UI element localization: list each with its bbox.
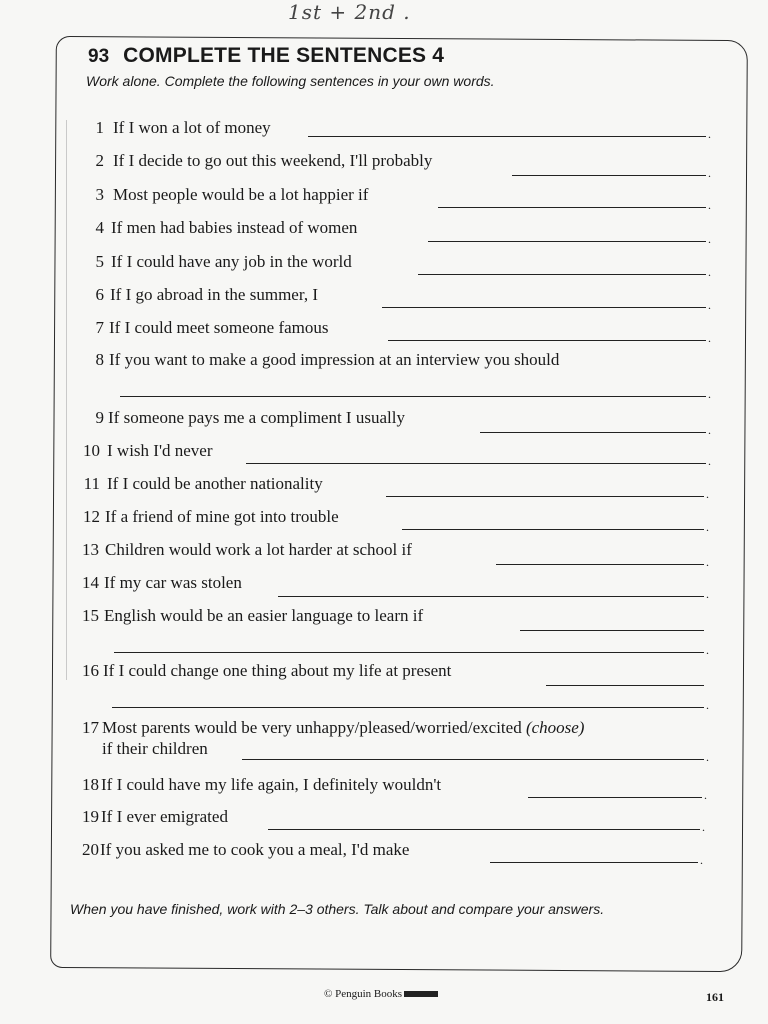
item-prompt-choose: (choose) [525, 718, 585, 737]
answer-line[interactable] [308, 136, 706, 137]
copyright-notice: © Penguin Books [324, 988, 438, 1000]
item-number: 7 [95, 318, 104, 337]
handwritten-note: 1st + 2nd . [288, 0, 411, 24]
answer-line[interactable] [418, 274, 706, 275]
answer-line[interactable] [512, 175, 706, 176]
item-prompt: If I could have any job in the world [111, 252, 352, 271]
item-number: 15 [82, 606, 99, 625]
item-prompt: If my car was stolen [104, 573, 242, 592]
answer-line[interactable] [112, 707, 704, 708]
item-number: 12 [83, 507, 100, 526]
worksheet-title: COMPLETE THE SENTENCES 4 [123, 44, 445, 67]
answer-line[interactable] [480, 432, 706, 433]
item-prompt: If you asked me to cook you a meal, I'd make [100, 840, 410, 859]
answer-line[interactable] [120, 396, 706, 397]
item-number: 14 [82, 573, 99, 592]
item-number: 9 [95, 408, 104, 427]
answer-line[interactable] [438, 207, 706, 208]
answer-line[interactable] [242, 759, 704, 760]
item-number: 4 [95, 218, 104, 237]
item-number: 3 [95, 185, 104, 204]
item-prompt: If I ever emigrated [101, 807, 228, 826]
item-number: 1 [95, 118, 104, 137]
item-number: 8 [95, 350, 104, 369]
page-number: 161 [706, 990, 724, 1004]
item-number: 20 [82, 840, 99, 859]
worksheet-header [88, 44, 444, 68]
item-number: 19 [82, 807, 99, 826]
item-prompt: If I won a lot of money [113, 118, 271, 137]
item-number: 11 [83, 474, 100, 493]
answer-line[interactable] [268, 829, 700, 830]
item-number: 17 [82, 718, 99, 737]
answer-line[interactable] [388, 340, 706, 341]
item-number: 2 [95, 151, 104, 170]
answer-line[interactable] [490, 862, 698, 863]
item-prompt: Most people would be a lot happier if [113, 185, 369, 204]
item-number: 6 [95, 285, 104, 304]
closing-instruction: When you have finished, work with 2–3 others. Talk about and compare your answers. [70, 901, 605, 917]
worksheet-number: 93 [88, 46, 110, 67]
item-prompt: If I could have my life again, I definitely wouldn't [101, 775, 442, 794]
item-prompt: Children would work a lot harder at school if [105, 540, 412, 559]
item-number: 18 [82, 775, 99, 794]
item-prompt: English would be an easier language to learn if [104, 606, 424, 625]
margin-line [66, 120, 67, 680]
item-prompt: I wish I'd never [107, 441, 213, 460]
item-number: 13 [82, 540, 99, 559]
item-prompt: If I go abroad in the summer, I [110, 285, 318, 304]
answer-line[interactable] [520, 630, 704, 631]
item-prompt: If men had babies instead of women [111, 218, 358, 237]
item-prompt: If I could change one thing about my life at present [103, 661, 452, 680]
item-number: 5 [95, 252, 104, 271]
answer-line[interactable] [278, 596, 704, 597]
item-prompt: If a friend of mine got into trouble [105, 507, 339, 526]
redaction-mark [404, 991, 438, 997]
worksheet-instruction: Work alone. Complete the following sentences in your own words. [86, 73, 495, 89]
worksheet-frame [50, 36, 748, 972]
answer-line[interactable] [114, 652, 704, 653]
item-prompt: Most parents would be very unhappy/pleased/worried/excited [102, 718, 522, 737]
answer-line[interactable] [528, 797, 702, 798]
item-number: 16 [82, 661, 99, 680]
answer-line[interactable] [382, 307, 706, 308]
answer-line[interactable] [496, 564, 704, 565]
item-prompt: If someone pays me a compliment I usually [108, 408, 405, 427]
item-prompt: If I could meet someone famous [109, 318, 329, 337]
answer-line[interactable] [246, 463, 706, 464]
item-prompt-continued: if their children [102, 739, 208, 758]
answer-line[interactable] [428, 241, 706, 242]
answer-line[interactable] [546, 685, 704, 686]
item-number: 10 [83, 441, 100, 460]
answer-line[interactable] [386, 496, 704, 497]
item-prompt: If I decide to go out this weekend, I'll probably [113, 151, 433, 170]
item-prompt: If you want to make a good impression at an interview you should [109, 350, 560, 369]
answer-line[interactable] [402, 529, 704, 530]
item-prompt: If I could be another nationality [107, 474, 323, 493]
